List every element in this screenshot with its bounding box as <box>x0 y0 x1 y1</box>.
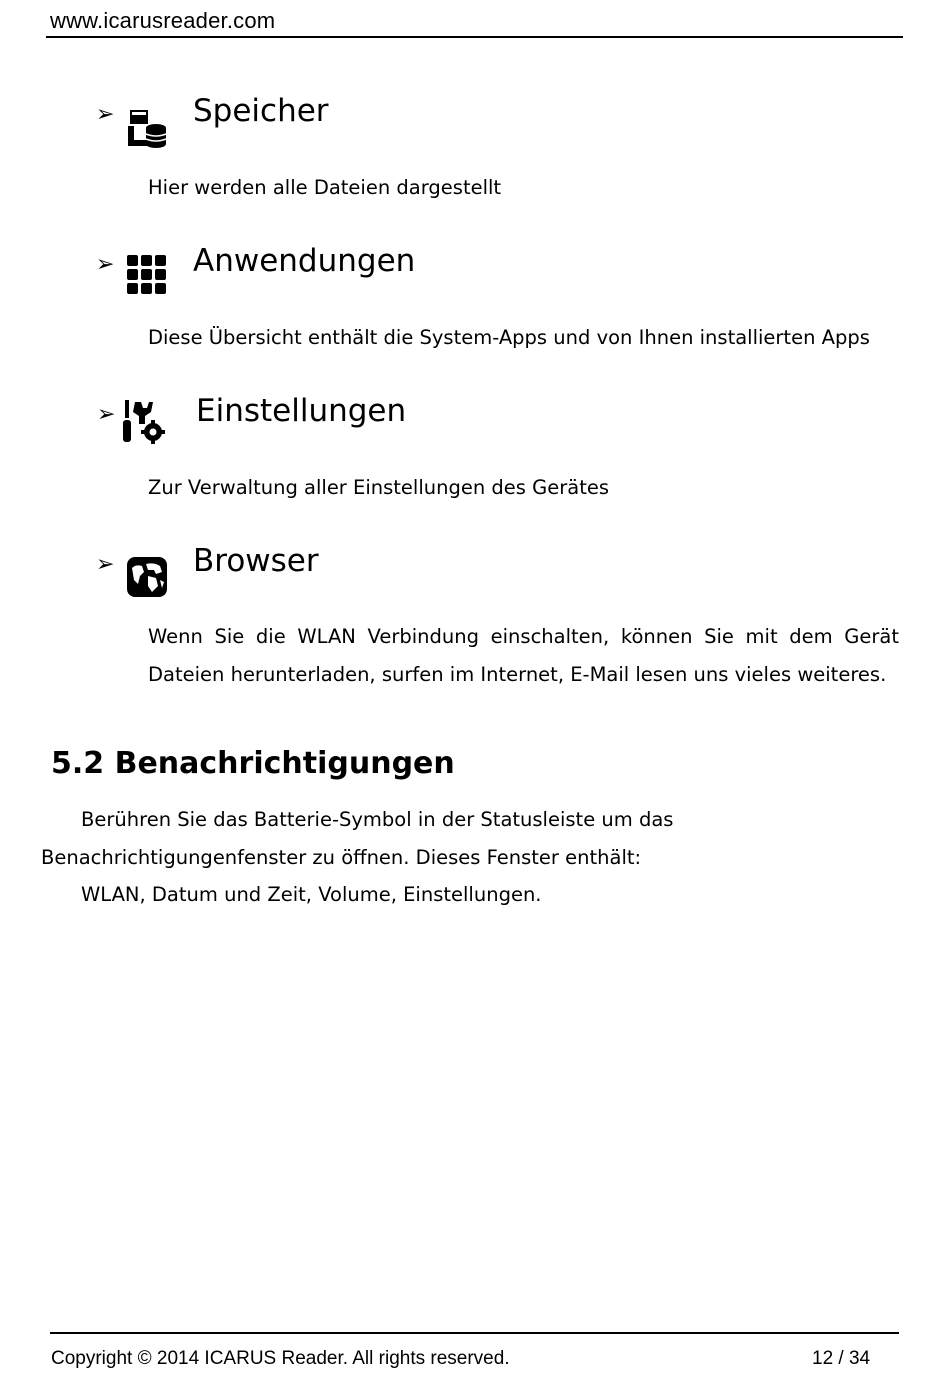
header-divider <box>46 36 903 38</box>
header-url: www.icarusreader.com <box>50 8 276 33</box>
page-number: 12 / 34 <box>812 1348 871 1369</box>
item-title: Speicher <box>193 93 329 129</box>
settings-tools-icon <box>121 398 167 444</box>
item-description: Diese Übersicht enthält die System-Apps und von Ihnen installierten Apps <box>148 326 870 349</box>
item-title: Browser <box>193 543 319 579</box>
bullet-arrow: ➢ <box>96 102 115 127</box>
bullet-arrow: ➢ <box>97 402 116 427</box>
list-item-anwendungen <box>96 243 906 349</box>
item-description: Wenn Sie die WLAN Verbindung einschalten, können Sie mit dem Gerät Dateien herunterladen, surfen im Internet, E-Mail lesen uns vieles weiteres. <box>148 625 899 686</box>
storage-icon <box>126 108 168 150</box>
item-description: Zur Verwaltung aller Einstellungen des Gerätes <box>148 476 610 499</box>
footer-copyright: Copyright © 2014 ICARUS Reader. All rights reserved. <box>51 1348 510 1369</box>
section-title: 5.2 Benachrichtigungen <box>51 746 455 781</box>
item-title: Einstellungen <box>196 393 407 429</box>
item-description: Hier werden alle Dateien dargestellt <box>148 176 502 199</box>
bullet-arrow: ➢ <box>96 252 115 277</box>
footer-divider <box>50 1332 899 1334</box>
list-item-speicher <box>96 93 906 199</box>
section-paragraph-line-1: Berühren Sie das Batterie-Symbol in der Statusleiste um das <box>81 808 674 831</box>
item-title: Anwendungen <box>193 243 416 279</box>
list-item-browser <box>96 543 906 686</box>
browser-globe-icon <box>126 556 168 598</box>
list-item-einstellungen <box>96 393 906 499</box>
bullet-arrow: ➢ <box>96 552 115 577</box>
apps-grid-icon <box>126 254 168 296</box>
section-paragraph-line-2: Benachrichtigungenfenster zu öffnen. Dieses Fenster enthält: <box>41 846 642 869</box>
section-paragraph-line-3: WLAN, Datum und Zeit, Volume, Einstellungen. <box>81 883 542 906</box>
